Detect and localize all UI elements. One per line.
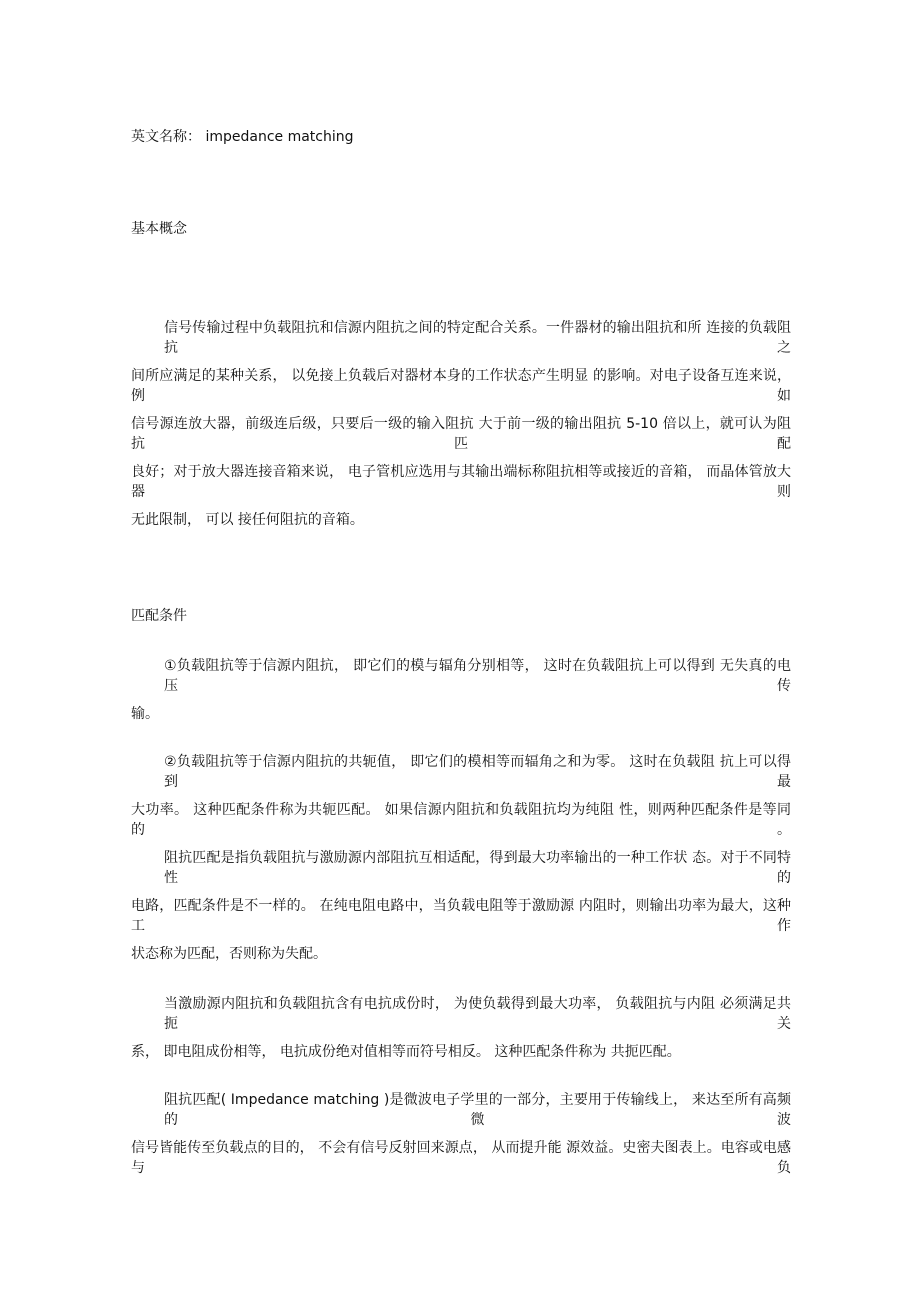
para2-line-3: 状态称为匹配，否则称为失配。 xyxy=(131,946,327,962)
para2-line-1: 阻抗匹配是指负载阻抗与激励源内部阻抗互相适配，得到最大功率输出的一种工作状 态。对于不同特性的 xyxy=(164,850,791,886)
para3-line-2: 系， 即电阻成份相等， 电抗成份绝对值相等而符号相反。 这种匹配条件称为 共扼匹配。 xyxy=(131,1044,681,1060)
cond2-line-2: 大功率。 这种匹配条件称为共轭匹配。 如果信源内阻抗和负载阻抗均为纯阻 性，则两种匹配条件是等同的。 xyxy=(131,802,791,838)
para1-line-2: 间所应满足的某种关系， 以免接上负载后对器材本身的工作状态产生明显 的影响。对电子设备互连来说， 例如 xyxy=(131,368,791,404)
heading-basic-concept: 基本概念 xyxy=(131,221,187,237)
cond2-line-1: ②负载阻抗等于信源内阻抗的共轭值， 即它们的模相等而辐角之和为零。 这时在负载阻 抗上可以得到最 xyxy=(164,754,791,790)
cond1-line-1: ①负载阻抗等于信源内阻抗， 即它们的模与辐角分别相等， 这时在负载阻抗上可以得到 无失真的电压传 xyxy=(164,658,791,694)
para4-line-1: 阻抗匹配( Impedance matching )是微波电子学里的一部分，主要用于传输线上， 来达至所有高频的微波 xyxy=(164,1092,791,1128)
para1-line-1: 信号传输过程中负载阻抗和信源内阻抗之间的特定配合关系。一件器材的输出阻抗和所 连接的负载阻抗之 xyxy=(164,320,791,356)
para3-line-1: 当激励源内阻抗和负载阻抗含有电抗成份时， 为使负载得到最大功率， 负载阻抗与内阻 必须满足共扼关 xyxy=(164,996,791,1032)
para1-line-5: 无此限制， 可以 接任何阻抗的音箱。 xyxy=(131,512,364,528)
cond1-line-2: 输。 xyxy=(131,706,159,722)
para1-line-4: 良好；对于放大器连接音箱来说， 电子管机应选用与其输出端标称阻抗相等或接近的音箱， 而晶体管放大器则 xyxy=(131,464,791,500)
heading-matching-conditions: 匹配条件 xyxy=(131,608,187,624)
para4-line-2: 信号皆能传至负载点的目的， 不会有信号反射回来源点， 从而提升能 源效益。史密夫图表上。电容或电感与负 xyxy=(131,1140,791,1176)
para2-line-2: 电路，匹配条件是不一样的。 在纯电阻电路中，当负载电阻等于激励源 内阻时，则输出功率为最大，这种工作 xyxy=(131,898,791,934)
english-name-line: 英文名称： impedance matching xyxy=(131,129,354,145)
para1-line-3: 信号源连放大器，前级连后级，只要后一级的输入阻抗 大于前一级的输出阻抗 5-10 倍以上，就可认为阻抗匹配 xyxy=(131,416,791,452)
